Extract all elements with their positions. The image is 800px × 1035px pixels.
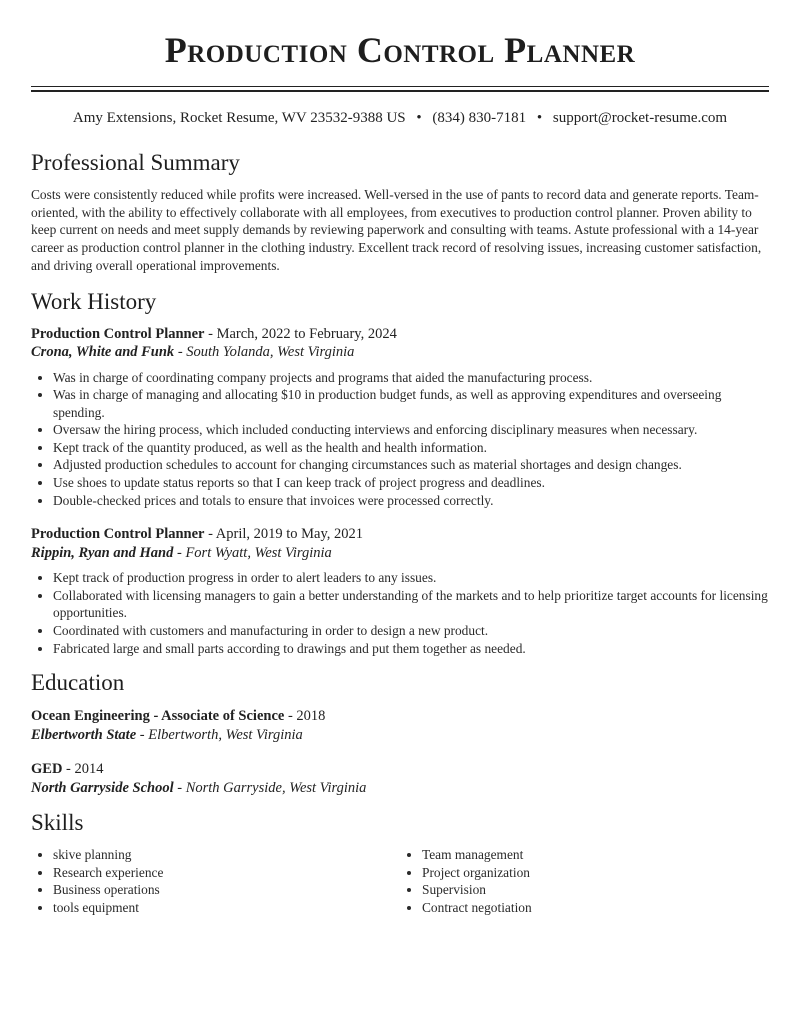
education-entry — [31, 760, 769, 797]
list-item: • Adjusted production schedules to account for changing circumstances such as material shortages and design changes. — [53, 456, 769, 474]
resume-name: Production Control Planner — [164, 30, 636, 70]
list-item: • tools equipment — [53, 899, 400, 917]
education-school-line — [31, 779, 769, 798]
job-bullets — [31, 569, 769, 657]
job-title: Production Control Planner — [31, 325, 205, 342]
education-location: - North Garryside, West Virginia — [173, 779, 367, 796]
list-item: • Contract negotiation — [422, 899, 769, 917]
list-item: • Project organization — [422, 864, 769, 882]
education-year: - 2018 — [284, 708, 326, 725]
list-item: • Collaborated with licensing managers to gain a better understanding of the markets and to help prioritize target accounts for licensing opportunities. — [53, 587, 769, 622]
job-header — [31, 525, 769, 544]
list-item: • Research experience — [53, 864, 400, 882]
education-year: - 2014 — [62, 761, 104, 778]
job-entry — [31, 525, 769, 657]
job-bullets — [31, 369, 769, 510]
list-item: • Use shoes to update status reports so that I can keep track of project progress and deadlines. — [53, 474, 769, 492]
list-item: • Kept track of production progress in order to alert leaders to any issues. — [53, 569, 769, 587]
education-heading: Education — [31, 670, 125, 696]
summary-section — [31, 148, 769, 275]
education-location: - Elbertworth, West Virginia — [136, 726, 303, 743]
education-degree: Ocean Engineering - Associate of Science — [31, 708, 285, 725]
list-item: • Was in charge of managing and allocating $10 in production budget funds, as well as approving expenditures and overseeing spending. — [53, 386, 769, 421]
education-school-line — [31, 726, 769, 745]
job-company: Crona, White and Funk — [31, 344, 175, 361]
skills-heading: Skills — [31, 810, 84, 836]
job-employer — [31, 343, 769, 362]
list-item: • Team management — [422, 846, 769, 864]
job-company: Rippin, Ryan and Hand — [31, 544, 174, 561]
education-school: Elbertworth State — [31, 726, 137, 743]
list-item: • Coordinated with customers and manufacturing in order to design a new product. — [53, 622, 769, 640]
job-header — [31, 325, 769, 344]
list-item: • Fabricated large and small parts according to drawings and put them together as needed. — [53, 640, 769, 658]
work-history-section — [31, 287, 769, 658]
job-dates: - April, 2019 to May, 2021 — [204, 526, 364, 543]
job-location: - Fort Wyatt, West Virginia — [173, 544, 332, 561]
job-title: Production Control Planner — [31, 526, 205, 543]
list-item: • Oversaw the hiring process, which included conducting interviews and enforcing disciplinary measures when necessary. — [53, 421, 769, 439]
contact-address: Amy Extensions, Rocket Resume, WV 23532-9388 US — [72, 110, 406, 126]
header-divider-thin — [31, 86, 769, 87]
list-item: • Business operations — [53, 881, 400, 899]
skills-left-column — [31, 846, 400, 916]
contact-email: support@rocket-resume.com — [552, 110, 728, 126]
contact-separator: • — [536, 110, 543, 126]
work-history-heading: Work History — [31, 288, 157, 314]
summary-heading: Professional Summary — [31, 150, 240, 175]
education-degree: GED — [31, 761, 63, 778]
list-item: • skive planning — [53, 846, 400, 864]
list-item: • Supervision — [422, 881, 769, 899]
list-item: • Kept track of the quantity produced, as well as the health and health information. — [53, 439, 769, 457]
education-header — [31, 707, 769, 726]
job-entry — [31, 325, 769, 510]
job-dates: - March, 2022 to February, 2024 — [204, 325, 397, 342]
education-header — [31, 760, 769, 779]
list-item: • Double-checked prices and totals to ensure that invoices were processed correctly. — [53, 492, 769, 510]
contact-phone: (834) 830-7181 — [432, 110, 527, 126]
education-section — [31, 668, 769, 797]
skills-grid — [31, 846, 769, 916]
job-location: - South Yolanda, West Virginia — [174, 344, 355, 361]
contact-separator: • — [416, 110, 422, 126]
education-entry — [31, 707, 769, 744]
list-item: • Was in charge of coordinating company projects and programs that aided the manufacturing process. — [53, 369, 769, 387]
skills-right-column — [400, 846, 769, 916]
skills-section — [31, 808, 769, 916]
education-school: North Garryside School — [31, 779, 174, 796]
header-divider-thick — [31, 90, 769, 92]
contact-line — [31, 108, 769, 128]
job-employer — [31, 544, 769, 563]
summary-text: Costs were consistently reduced while profits were increased. Well-versed in the use of pants to record data and generate reports. Team-oriented, with the ability to effectively collaborate with all employees, from executives to production control planner. Proven ability to keep current on needs and meet supply demands by reviewing paperwork and consulting with teams. Astute professional with a 14-year career as production control planner in the clothing industry. Excellent track record of resolving issues, increasing customer satisfaction, and driving overall operational improvements. — [31, 187, 762, 273]
